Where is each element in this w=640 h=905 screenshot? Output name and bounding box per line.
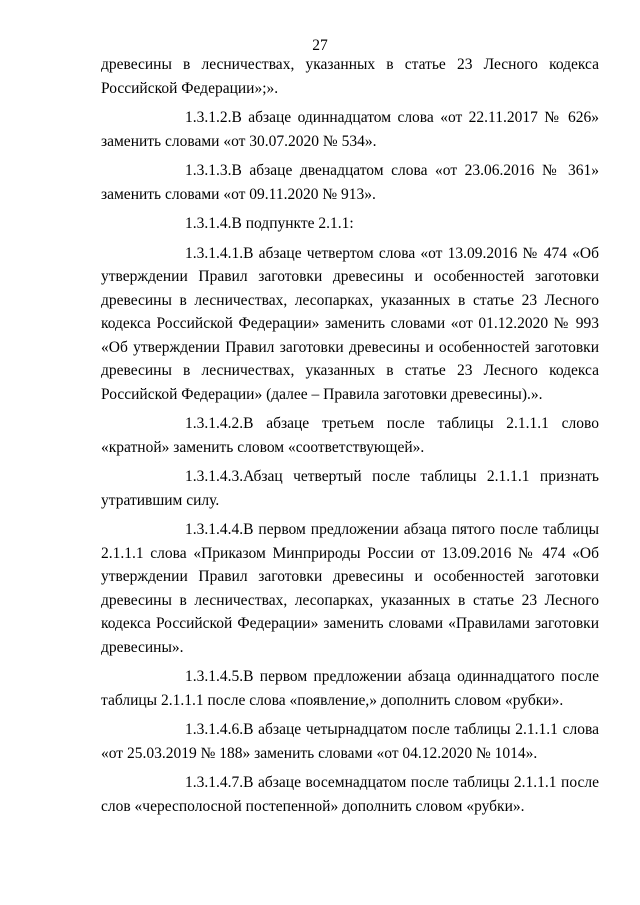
paragraph-1-3-1-4-4 <box>101 518 599 659</box>
paragraph-text: В абзаце одиннадцатом слова «от 22.11.2017 № 626» заменить словами «от 30.07.2020 № 534». <box>101 109 599 150</box>
paragraph-1-3-1-2 <box>101 106 599 153</box>
paragraph-text: В первом предложении абзаца одиннадцатого после таблицы 2.1.1.1 после слова «появление,» дополнить словом «рубки». <box>101 668 599 709</box>
document-body <box>101 53 599 824</box>
paragraph-text: В абзаце двенадцатом слова «от 23.06.2016 № 361» заменить словами «от 09.11.2020 № 913». <box>101 162 599 203</box>
clause-number: 1.3.1.4.7. <box>185 774 244 791</box>
clause-number: 1.3.1.2. <box>185 109 232 126</box>
paragraph-text: В абзаце четырнадцатом после таблицы 2.1.1.1 слова «от 25.03.2019 № 188» заменить словами «от 04.12.2020 № 1014». <box>101 721 599 762</box>
paragraph-text: В первом предложении абзаца пятого после таблицы 2.1.1.1 слова «Приказом Минприроды России от 13.09.2016 № 474 «Об утверждении Правил заготовки древесины и особенностей заготовки древесины в лесничествах, лесопарках, указанных в статье 23 Лесного кодекса Российской Федерации» заменить словами «Правилами заготовки древесины». <box>101 521 599 656</box>
page-number: 27 <box>312 37 328 54</box>
paragraph-continuation <box>101 53 599 100</box>
paragraph-1-3-1-4-3 <box>101 465 599 512</box>
clause-number: 1.3.1.4.3. <box>185 468 244 485</box>
paragraph-text: древесины в лесничествах, указанных в статье 23 Лесного кодекса Российской Федерации»;». <box>101 56 599 97</box>
paragraph-text: Абзац четвертый после таблицы 2.1.1.1 признать утратившим силу. <box>101 468 599 509</box>
paragraph-text: В подпункте 2.1.1: <box>231 215 354 232</box>
clause-number: 1.3.1.4.6. <box>185 721 244 738</box>
paragraph-1-3-1-4-7 <box>101 771 599 818</box>
paragraph-1-3-1-4-5 <box>101 665 599 712</box>
clause-number: 1.3.1.4. <box>185 215 232 232</box>
paragraph-text: В абзаце третьем после таблицы 2.1.1.1 слово «кратной» заменить словом «соответствующей». <box>101 415 599 456</box>
paragraph-1-3-1-4-6 <box>101 718 599 765</box>
clause-number: 1.3.1.4.1. <box>185 244 244 262</box>
paragraph-1-3-1-4-2 <box>101 412 599 459</box>
paragraph-1-3-1-4 <box>101 212 599 236</box>
paragraph-1-3-1-3 <box>101 159 599 206</box>
clause-number: 1.3.1.4.4. <box>185 521 244 538</box>
clause-number: 1.3.1.4.5. <box>185 668 244 685</box>
paragraph-1-3-1-4-1 <box>101 242 599 407</box>
clause-number: 1.3.1.4.2. <box>185 415 244 432</box>
clause-number: 1.3.1.3. <box>185 162 232 179</box>
paragraph-text: В абзаце восемнадцатом после таблицы 2.1.1.1 после слов «чересполосной постепенной» дополнить словом «рубки». <box>101 774 599 815</box>
paragraph-text: В абзаце четвертом слова «от 13.09.2016 № 474 «Об утверждении Правил заготовки древесины и особенностей заготовки древесины в лесничествах, лесопарках, указанных в статье 23 Лесного кодекса Российской Федерации» заменить словами «от 01.12.2020 № 993 «Об утверждении Правил заготовки древесины и особенностей заготовки древесины в лесничествах, указанных в статье 23 Лесного кодекса Российской Федерации» (далее – Правила заготовки древесины).». <box>101 244 599 403</box>
